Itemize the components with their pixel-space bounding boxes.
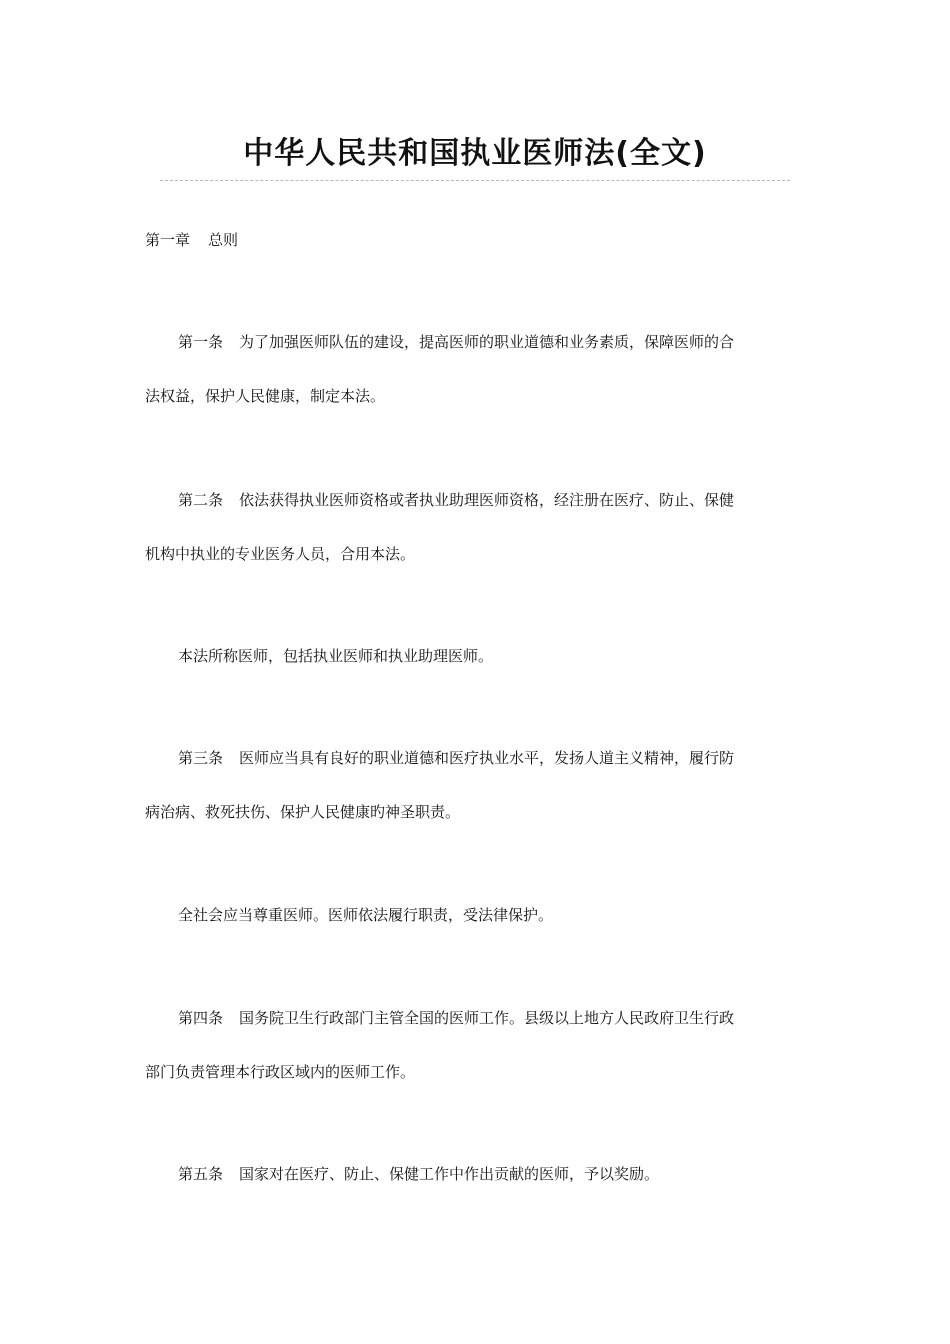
article-4-line-1 bbox=[178, 1008, 805, 1028]
article-text: 医师应当具有良好的职业道德和医疗执业水平，发扬人道主义精神，履行防 bbox=[239, 749, 735, 767]
title-divider bbox=[160, 180, 790, 181]
article-5-line-1 bbox=[178, 1164, 805, 1184]
article-number: 第一条 bbox=[178, 333, 224, 351]
chapter-name: 总则 bbox=[208, 231, 239, 249]
paragraph-physician-definition: 本法所称医师，包括执业医师和执业助理医师。 bbox=[178, 647, 494, 665]
article-1-line-1 bbox=[178, 332, 805, 352]
chapter-label: 第一章 bbox=[145, 231, 191, 249]
article-1-line-2: 法权益，保护人民健康，制定本法。 bbox=[145, 387, 386, 405]
article-3-line-2: 病治病、救死扶伤、保护人民健康旳神圣职责。 bbox=[145, 803, 461, 821]
chapter-heading bbox=[145, 230, 805, 250]
article-number: 第三条 bbox=[178, 749, 224, 767]
article-text: 为了加强医师队伍的建设，提高医师的职业道德和业务素质，保障医师的合 bbox=[239, 333, 735, 351]
article-text: 依法获得执业医师资格或者执业助理医师资格，经注册在医疗、防止、保健 bbox=[239, 491, 735, 509]
article-number: 第四条 bbox=[178, 1009, 224, 1027]
paragraph-respect-physicians: 全社会应当尊重医师。医师依法履行职责，受法律保护。 bbox=[178, 906, 554, 924]
article-4-line-2: 部门负责管理本行政区域内的医师工作。 bbox=[145, 1063, 416, 1081]
article-number: 第五条 bbox=[178, 1165, 224, 1183]
article-3-line-1 bbox=[178, 748, 805, 768]
document-title: 中华人民共和国执业医师法(全文) bbox=[243, 136, 707, 171]
article-text: 国家对在医疗、防止、保健工作中作出贡献的医师，予以奖励。 bbox=[239, 1165, 660, 1183]
article-2-line-2: 机构中执业的专业医务人员，合用本法。 bbox=[145, 545, 416, 563]
article-number: 第二条 bbox=[178, 491, 224, 509]
article-2-line-1 bbox=[178, 490, 805, 510]
article-text: 国务院卫生行政部门主管全国的医师工作。县级以上地方人民政府卫生行政 bbox=[239, 1009, 735, 1027]
